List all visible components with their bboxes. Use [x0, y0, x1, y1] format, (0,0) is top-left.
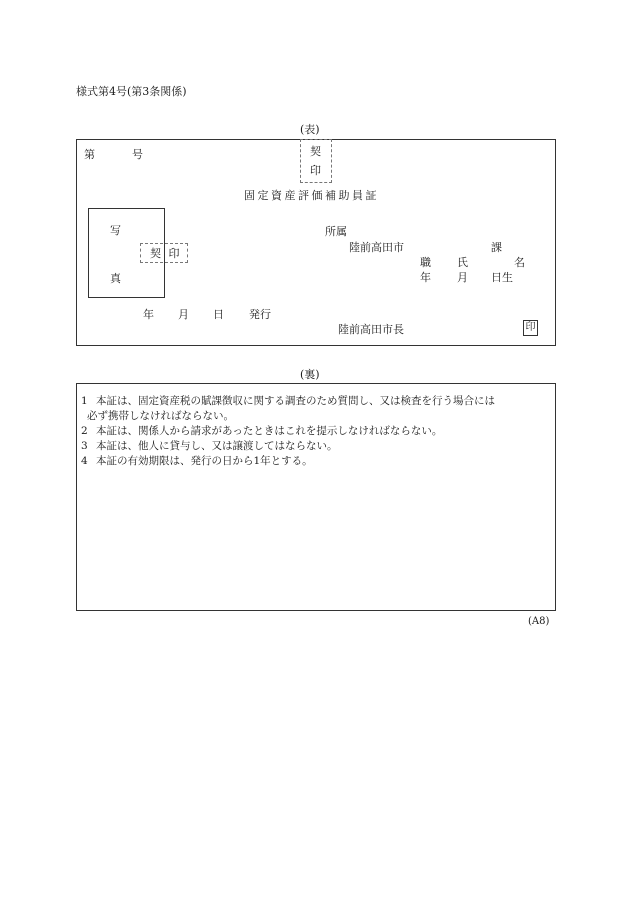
issue-month-label: 月 [178, 308, 189, 321]
tally-seal-top-char-1: 契 [310, 145, 321, 158]
issue-day-label: 日 [213, 308, 224, 321]
note-number: 4 [81, 455, 88, 467]
note-text: 本証は、他人に貸与し、又は譲渡してはならない。 [96, 440, 338, 452]
birth-year-label: 年 [420, 271, 431, 284]
affiliation-section: 課 [491, 241, 502, 254]
job-title-label: 職 [420, 256, 431, 269]
number-suffix: 号 [132, 148, 143, 161]
tally-seal-photo-text: 契 印 [150, 247, 182, 260]
official-stamp: 印 [523, 320, 538, 336]
notes-list [81, 394, 551, 469]
note-item [81, 454, 551, 469]
note-number: 2 [81, 425, 88, 437]
note-text: 本証は、固定資産税の賦課徴収に関する調査のため質問し、又は検査を行う場合には [96, 395, 495, 407]
birth-month-label: 月 [457, 271, 468, 284]
birth-day-label: 日生 [491, 271, 513, 284]
note-item [81, 394, 551, 409]
front-side-label: (表) [300, 123, 320, 136]
note-item [81, 424, 551, 439]
name-label-given: 名 [514, 256, 525, 269]
issuer-mayor: 陸前高田市長 [338, 323, 404, 336]
back-side-label: (裏) [300, 368, 320, 381]
affiliation-city: 陸前高田市 [349, 241, 404, 254]
paper-size-label: (A8) [528, 616, 550, 627]
name-label-surname: 氏 [457, 256, 468, 269]
issue-year-label: 年 [143, 308, 154, 321]
note-number: 3 [81, 440, 88, 452]
note-text: 必ず携帯しなければならない。 [87, 410, 234, 422]
photo-label-top: 写 [110, 224, 121, 237]
photo-label-bottom: 真 [110, 272, 121, 285]
issue-label: 発行 [249, 308, 271, 321]
note-number: 1 [81, 395, 88, 407]
note-item [81, 439, 551, 454]
number-prefix: 第 [84, 148, 95, 161]
tally-seal-top-char-2: 印 [310, 164, 321, 177]
note-item-continuation [81, 409, 551, 424]
note-text: 本証の有効期限は、発行の日から1年とする。 [96, 455, 313, 467]
note-text: 本証は、関係人から請求があったときはこれを提示しなければならない。 [96, 425, 443, 437]
form-title: 様式第4号(第3条関係) [76, 85, 187, 98]
affiliation-label: 所属 [325, 225, 347, 238]
card-title: 固定資産評価補助員証 [244, 189, 379, 202]
